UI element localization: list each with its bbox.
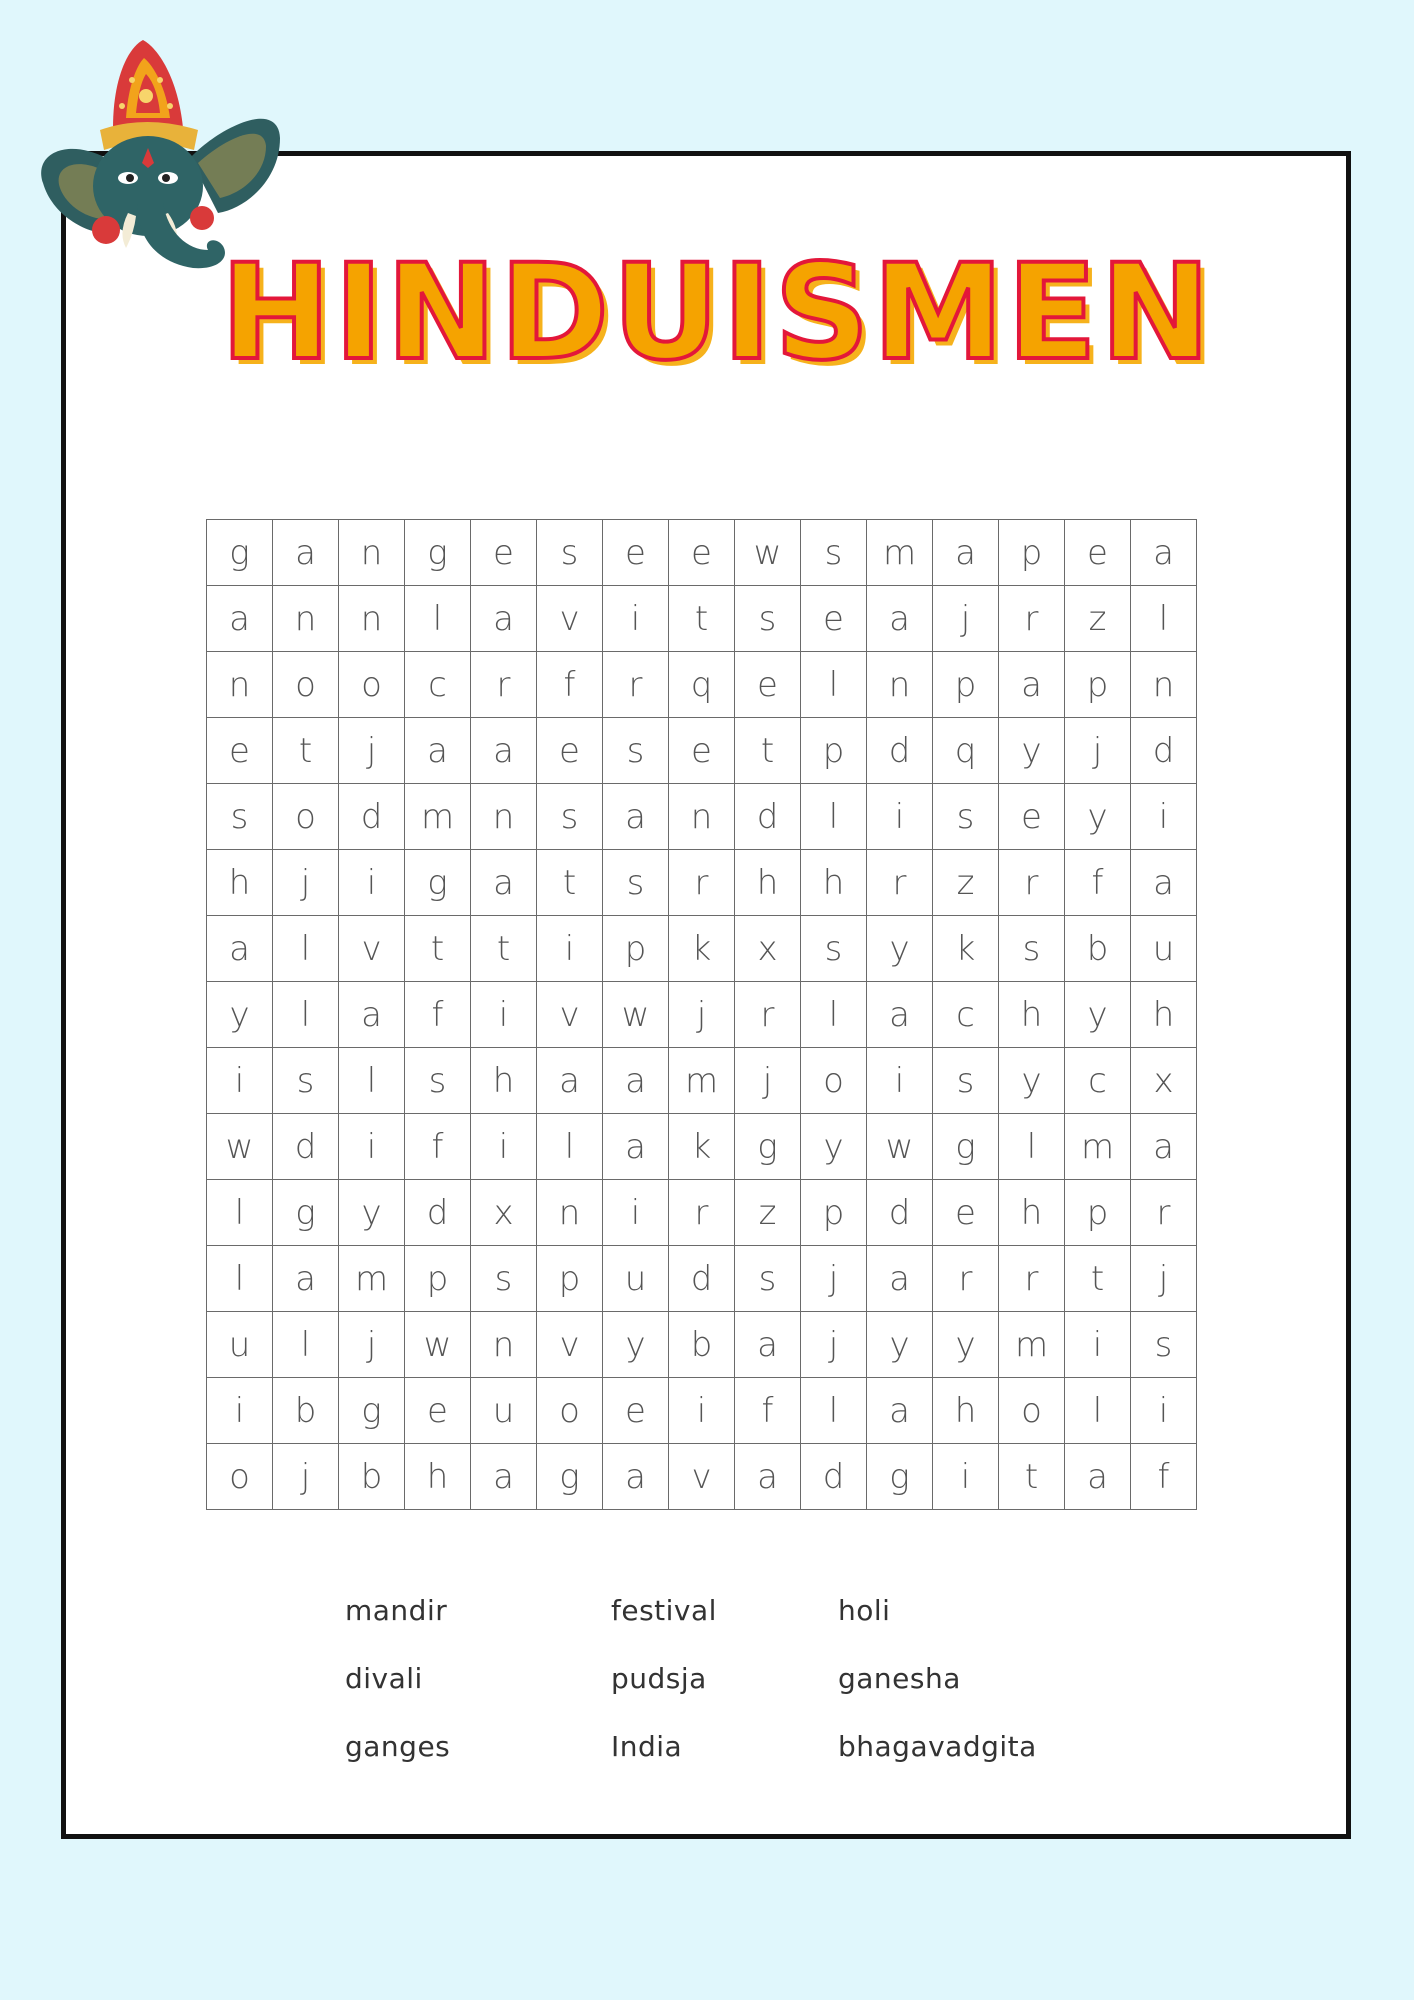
grid-cell[interactable]: t <box>735 718 801 784</box>
grid-row <box>207 1180 1197 1246</box>
grid-cell[interactable]: j <box>339 1312 405 1378</box>
grid-cell[interactable]: n <box>207 652 273 718</box>
grid-cell[interactable]: w <box>735 520 801 586</box>
grid-cell[interactable]: l <box>207 1180 273 1246</box>
grid-cell[interactable]: d <box>339 784 405 850</box>
grid-cell[interactable]: j <box>1131 1246 1197 1312</box>
word-list-item: India <box>611 1730 683 1763</box>
grid-cell[interactable]: s <box>1131 1312 1197 1378</box>
grid-cell[interactable]: b <box>339 1444 405 1510</box>
word-list-item: pudsja <box>611 1662 707 1695</box>
grid-cell[interactable]: t <box>1065 1246 1131 1312</box>
grid-cell[interactable]: w <box>405 1312 471 1378</box>
grid-cell[interactable]: w <box>867 1114 933 1180</box>
grid-cell[interactable]: d <box>273 1114 339 1180</box>
grid-cell[interactable]: p <box>801 718 867 784</box>
grid-row <box>207 1246 1197 1312</box>
grid-cell[interactable]: l <box>273 982 339 1048</box>
grid-cell[interactable]: a <box>471 586 537 652</box>
grid-cell[interactable]: s <box>933 1048 999 1114</box>
grid-cell[interactable]: d <box>735 784 801 850</box>
grid-cell[interactable]: p <box>1065 652 1131 718</box>
grid-cell[interactable]: s <box>471 1246 537 1312</box>
grid-cell[interactable]: f <box>405 982 471 1048</box>
grid-cell[interactable]: a <box>867 982 933 1048</box>
grid-cell[interactable]: d <box>867 718 933 784</box>
grid-cell[interactable]: n <box>1131 652 1197 718</box>
grid-cell[interactable]: t <box>471 916 537 982</box>
grid-cell[interactable]: m <box>669 1048 735 1114</box>
grid-cell[interactable]: i <box>471 1114 537 1180</box>
grid-row <box>207 1444 1197 1510</box>
grid-cell[interactable]: j <box>801 1246 867 1312</box>
word-list-item: ganges <box>345 1730 451 1763</box>
grid-cell[interactable]: i <box>867 1048 933 1114</box>
grid-cell[interactable]: i <box>933 1444 999 1510</box>
grid-cell[interactable]: r <box>471 652 537 718</box>
grid-cell[interactable]: k <box>669 1114 735 1180</box>
grid-cell[interactable]: l <box>207 1246 273 1312</box>
grid-cell[interactable]: a <box>933 520 999 586</box>
grid-cell[interactable]: l <box>801 652 867 718</box>
grid-cell[interactable]: y <box>999 718 1065 784</box>
grid-cell[interactable]: a <box>405 718 471 784</box>
grid-cell[interactable]: y <box>867 1312 933 1378</box>
grid-cell[interactable]: m <box>339 1246 405 1312</box>
grid-cell[interactable]: l <box>273 1312 339 1378</box>
grid-cell[interactable]: g <box>867 1444 933 1510</box>
grid-cell[interactable]: i <box>207 1378 273 1444</box>
grid-cell[interactable]: e <box>933 1180 999 1246</box>
grid-cell[interactable]: s <box>801 520 867 586</box>
grid-row <box>207 982 1197 1048</box>
grid-cell[interactable]: a <box>867 586 933 652</box>
grid-cell[interactable]: j <box>735 1048 801 1114</box>
grid-cell[interactable]: a <box>339 982 405 1048</box>
grid-cell[interactable]: y <box>603 1312 669 1378</box>
grid-cell[interactable]: a <box>1131 850 1197 916</box>
word-search-grid <box>206 519 1197 1510</box>
grid-cell[interactable]: f <box>537 652 603 718</box>
grid-cell[interactable]: e <box>1065 520 1131 586</box>
grid-cell[interactable]: o <box>273 652 339 718</box>
grid-cell[interactable]: g <box>537 1444 603 1510</box>
grid-cell[interactable]: i <box>207 1048 273 1114</box>
grid-cell[interactable]: l <box>999 1114 1065 1180</box>
grid-cell[interactable]: l <box>801 1378 867 1444</box>
grid-cell[interactable]: t <box>537 850 603 916</box>
grid-cell[interactable]: a <box>603 1114 669 1180</box>
grid-cell[interactable]: j <box>801 1312 867 1378</box>
grid-cell[interactable]: i <box>471 982 537 1048</box>
grid-cell[interactable]: n <box>339 520 405 586</box>
grid-cell[interactable]: i <box>603 586 669 652</box>
grid-cell[interactable]: f <box>1065 850 1131 916</box>
grid-cell[interactable]: b <box>273 1378 339 1444</box>
grid-cell[interactable]: z <box>735 1180 801 1246</box>
grid-cell[interactable]: h <box>405 1444 471 1510</box>
grid-cell[interactable]: s <box>933 784 999 850</box>
grid-cell[interactable]: b <box>1065 916 1131 982</box>
grid-cell[interactable]: e <box>669 718 735 784</box>
grid-cell[interactable]: f <box>735 1378 801 1444</box>
grid-cell[interactable]: l <box>273 916 339 982</box>
grid-cell[interactable]: d <box>801 1444 867 1510</box>
grid-cell[interactable]: h <box>933 1378 999 1444</box>
grid-cell[interactable]: r <box>603 652 669 718</box>
grid-cell[interactable]: r <box>735 982 801 1048</box>
grid-cell[interactable]: n <box>339 586 405 652</box>
grid-cell[interactable]: o <box>207 1444 273 1510</box>
grid-cell[interactable]: r <box>999 1246 1065 1312</box>
grid-cell[interactable]: s <box>999 916 1065 982</box>
grid-cell[interactable]: y <box>999 1048 1065 1114</box>
grid-cell[interactable]: j <box>1065 718 1131 784</box>
grid-cell[interactable]: a <box>1131 1114 1197 1180</box>
grid-cell[interactable]: p <box>933 652 999 718</box>
grid-row <box>207 718 1197 784</box>
grid-cell[interactable]: v <box>669 1444 735 1510</box>
grid-cell[interactable]: w <box>603 982 669 1048</box>
grid-cell[interactable]: a <box>207 916 273 982</box>
grid-cell[interactable]: e <box>603 520 669 586</box>
grid-row <box>207 1312 1197 1378</box>
grid-cell[interactable]: g <box>405 520 471 586</box>
grid-cell[interactable]: l <box>405 586 471 652</box>
grid-cell[interactable]: y <box>1065 982 1131 1048</box>
grid-cell[interactable]: n <box>471 784 537 850</box>
grid-cell[interactable]: h <box>207 850 273 916</box>
grid-cell[interactable]: o <box>801 1048 867 1114</box>
grid-cell[interactable]: i <box>603 1180 669 1246</box>
grid-cell[interactable]: r <box>867 850 933 916</box>
grid-cell[interactable]: g <box>405 850 471 916</box>
grid-cell[interactable]: p <box>801 1180 867 1246</box>
grid-cell[interactable]: y <box>867 916 933 982</box>
grid-cell[interactable]: b <box>669 1312 735 1378</box>
grid-cell[interactable]: u <box>207 1312 273 1378</box>
grid-cell[interactable]: s <box>405 1048 471 1114</box>
grid-row <box>207 520 1197 586</box>
grid-cell[interactable]: s <box>273 1048 339 1114</box>
grid-cell[interactable]: a <box>273 520 339 586</box>
grid-cell[interactable]: p <box>603 916 669 982</box>
grid-cell[interactable]: g <box>735 1114 801 1180</box>
grid-cell[interactable]: t <box>273 718 339 784</box>
grid-cell[interactable]: u <box>471 1378 537 1444</box>
grid-cell[interactable]: d <box>867 1180 933 1246</box>
grid-cell[interactable]: d <box>1131 718 1197 784</box>
grid-cell[interactable]: i <box>669 1378 735 1444</box>
grid-cell[interactable]: s <box>735 586 801 652</box>
grid-cell[interactable]: i <box>339 1114 405 1180</box>
grid-cell[interactable]: r <box>933 1246 999 1312</box>
grid-cell[interactable]: v <box>537 1312 603 1378</box>
grid-cell[interactable]: i <box>867 784 933 850</box>
grid-cell[interactable]: g <box>933 1114 999 1180</box>
grid-row <box>207 784 1197 850</box>
grid-cell[interactable]: v <box>339 916 405 982</box>
grid-cell[interactable]: e <box>801 586 867 652</box>
grid-cell[interactable]: n <box>867 652 933 718</box>
grid-cell[interactable]: w <box>207 1114 273 1180</box>
grid-cell[interactable]: o <box>999 1378 1065 1444</box>
grid-cell[interactable]: l <box>1065 1378 1131 1444</box>
grid-cell[interactable]: f <box>1131 1444 1197 1510</box>
grid-row <box>207 850 1197 916</box>
grid-cell[interactable]: e <box>537 718 603 784</box>
grid-cell[interactable]: x <box>471 1180 537 1246</box>
grid-cell[interactable]: p <box>999 520 1065 586</box>
grid-cell[interactable]: j <box>273 850 339 916</box>
grid-cell[interactable]: a <box>471 1444 537 1510</box>
grid-cell[interactable]: h <box>735 850 801 916</box>
grid-cell[interactable]: a <box>867 1378 933 1444</box>
grid-cell[interactable]: r <box>669 1180 735 1246</box>
grid-cell[interactable]: a <box>471 850 537 916</box>
grid-cell[interactable]: l <box>339 1048 405 1114</box>
grid-cell[interactable]: h <box>1131 982 1197 1048</box>
grid-cell[interactable]: o <box>273 784 339 850</box>
grid-cell[interactable]: p <box>405 1246 471 1312</box>
grid-cell[interactable]: m <box>1065 1114 1131 1180</box>
grid-cell[interactable]: i <box>1131 784 1197 850</box>
grid-row <box>207 586 1197 652</box>
grid-cell[interactable]: y <box>207 982 273 1048</box>
grid-cell[interactable]: a <box>735 1312 801 1378</box>
grid-cell[interactable]: s <box>603 718 669 784</box>
grid-cell[interactable]: c <box>405 652 471 718</box>
grid-cell[interactable]: t <box>999 1444 1065 1510</box>
word-list-item: holi <box>838 1594 891 1627</box>
grid-cell[interactable]: g <box>273 1180 339 1246</box>
word-list-item: festival <box>611 1594 717 1627</box>
grid-cell[interactable]: p <box>1065 1180 1131 1246</box>
grid-cell[interactable]: u <box>603 1246 669 1312</box>
grid-cell[interactable]: i <box>1065 1312 1131 1378</box>
grid-cell[interactable]: n <box>669 784 735 850</box>
grid-cell[interactable]: x <box>1131 1048 1197 1114</box>
grid-cell[interactable]: p <box>537 1246 603 1312</box>
grid-cell[interactable]: z <box>1065 586 1131 652</box>
grid-cell[interactable]: l <box>537 1114 603 1180</box>
grid-cell[interactable]: c <box>1065 1048 1131 1114</box>
grid-cell[interactable]: e <box>999 784 1065 850</box>
grid-cell[interactable]: u <box>1131 916 1197 982</box>
grid-cell[interactable]: e <box>603 1378 669 1444</box>
grid-cell[interactable]: s <box>207 784 273 850</box>
grid-cell[interactable]: s <box>801 916 867 982</box>
grid-row <box>207 1114 1197 1180</box>
grid-cell[interactable]: l <box>1131 586 1197 652</box>
word-list-item: ganesha <box>838 1662 961 1695</box>
grid-cell[interactable]: n <box>471 1312 537 1378</box>
grid-cell[interactable]: q <box>933 718 999 784</box>
grid-cell[interactable]: a <box>603 1048 669 1114</box>
grid-cell[interactable]: x <box>735 916 801 982</box>
grid-cell[interactable]: a <box>273 1246 339 1312</box>
grid-cell[interactable]: n <box>537 1180 603 1246</box>
grid-cell[interactable]: a <box>1065 1444 1131 1510</box>
grid-cell[interactable]: j <box>273 1444 339 1510</box>
grid-cell[interactable]: h <box>471 1048 537 1114</box>
page-title: HINDUISMEN <box>220 236 1214 390</box>
grid-cell[interactable]: i <box>537 916 603 982</box>
grid-row <box>207 652 1197 718</box>
grid-cell[interactable]: s <box>537 520 603 586</box>
grid-cell[interactable]: j <box>339 718 405 784</box>
grid-cell[interactable]: e <box>207 718 273 784</box>
grid-cell[interactable]: s <box>735 1246 801 1312</box>
grid-cell[interactable]: a <box>867 1246 933 1312</box>
grid-cell[interactable]: d <box>669 1246 735 1312</box>
word-list-item: divali <box>345 1662 423 1695</box>
grid-row <box>207 1378 1197 1444</box>
grid-cell[interactable]: j <box>933 586 999 652</box>
grid-cell[interactable]: s <box>537 784 603 850</box>
grid-cell[interactable]: o <box>339 652 405 718</box>
grid-cell[interactable]: o <box>537 1378 603 1444</box>
grid-cell[interactable]: g <box>339 1378 405 1444</box>
grid-row <box>207 916 1197 982</box>
grid-cell[interactable]: e <box>735 652 801 718</box>
grid-cell[interactable]: j <box>669 982 735 1048</box>
word-list-item: mandir <box>345 1594 448 1627</box>
grid-cell[interactable]: y <box>339 1180 405 1246</box>
grid-cell[interactable]: r <box>669 850 735 916</box>
grid-cell[interactable]: a <box>1131 520 1197 586</box>
grid-cell[interactable]: a <box>735 1444 801 1510</box>
grid-cell[interactable]: e <box>405 1378 471 1444</box>
grid-cell[interactable]: h <box>999 1180 1065 1246</box>
grid-cell[interactable]: l <box>801 982 867 1048</box>
grid-cell[interactable]: a <box>999 652 1065 718</box>
grid-cell[interactable]: k <box>669 916 735 982</box>
grid-cell[interactable]: k <box>933 916 999 982</box>
grid-cell[interactable]: g <box>207 520 273 586</box>
grid-cell[interactable]: a <box>537 1048 603 1114</box>
grid-cell[interactable]: c <box>933 982 999 1048</box>
grid-cell[interactable]: v <box>537 586 603 652</box>
word-list-item: bhagavadgita <box>838 1730 1037 1763</box>
grid-cell[interactable]: a <box>603 1444 669 1510</box>
grid-cell[interactable]: t <box>669 586 735 652</box>
grid-cell[interactable]: l <box>801 784 867 850</box>
grid-cell[interactable]: m <box>405 784 471 850</box>
grid-cell[interactable]: z <box>933 850 999 916</box>
grid-cell[interactable]: m <box>999 1312 1065 1378</box>
grid-cell[interactable]: a <box>603 784 669 850</box>
grid-cell[interactable]: d <box>405 1180 471 1246</box>
grid-cell[interactable]: r <box>1131 1180 1197 1246</box>
grid-cell[interactable]: y <box>801 1114 867 1180</box>
grid-cell[interactable]: y <box>933 1312 999 1378</box>
grid-row <box>207 1048 1197 1114</box>
grid-cell[interactable]: v <box>537 982 603 1048</box>
grid-cell[interactable]: h <box>801 850 867 916</box>
grid-cell[interactable]: m <box>867 520 933 586</box>
grid-cell[interactable]: h <box>999 982 1065 1048</box>
grid-cell[interactable]: q <box>669 652 735 718</box>
grid-cell[interactable]: n <box>273 586 339 652</box>
grid-cell[interactable]: a <box>471 718 537 784</box>
grid-cell[interactable]: i <box>339 850 405 916</box>
grid-cell[interactable]: s <box>603 850 669 916</box>
grid-cell[interactable]: r <box>999 586 1065 652</box>
grid-cell[interactable]: r <box>999 850 1065 916</box>
grid-cell[interactable]: a <box>207 586 273 652</box>
grid-cell[interactable]: e <box>669 520 735 586</box>
grid-cell[interactable]: t <box>405 916 471 982</box>
grid-cell[interactable]: f <box>405 1114 471 1180</box>
grid-cell[interactable]: y <box>1065 784 1131 850</box>
grid-cell[interactable]: i <box>1131 1378 1197 1444</box>
grid-cell[interactable]: e <box>471 520 537 586</box>
